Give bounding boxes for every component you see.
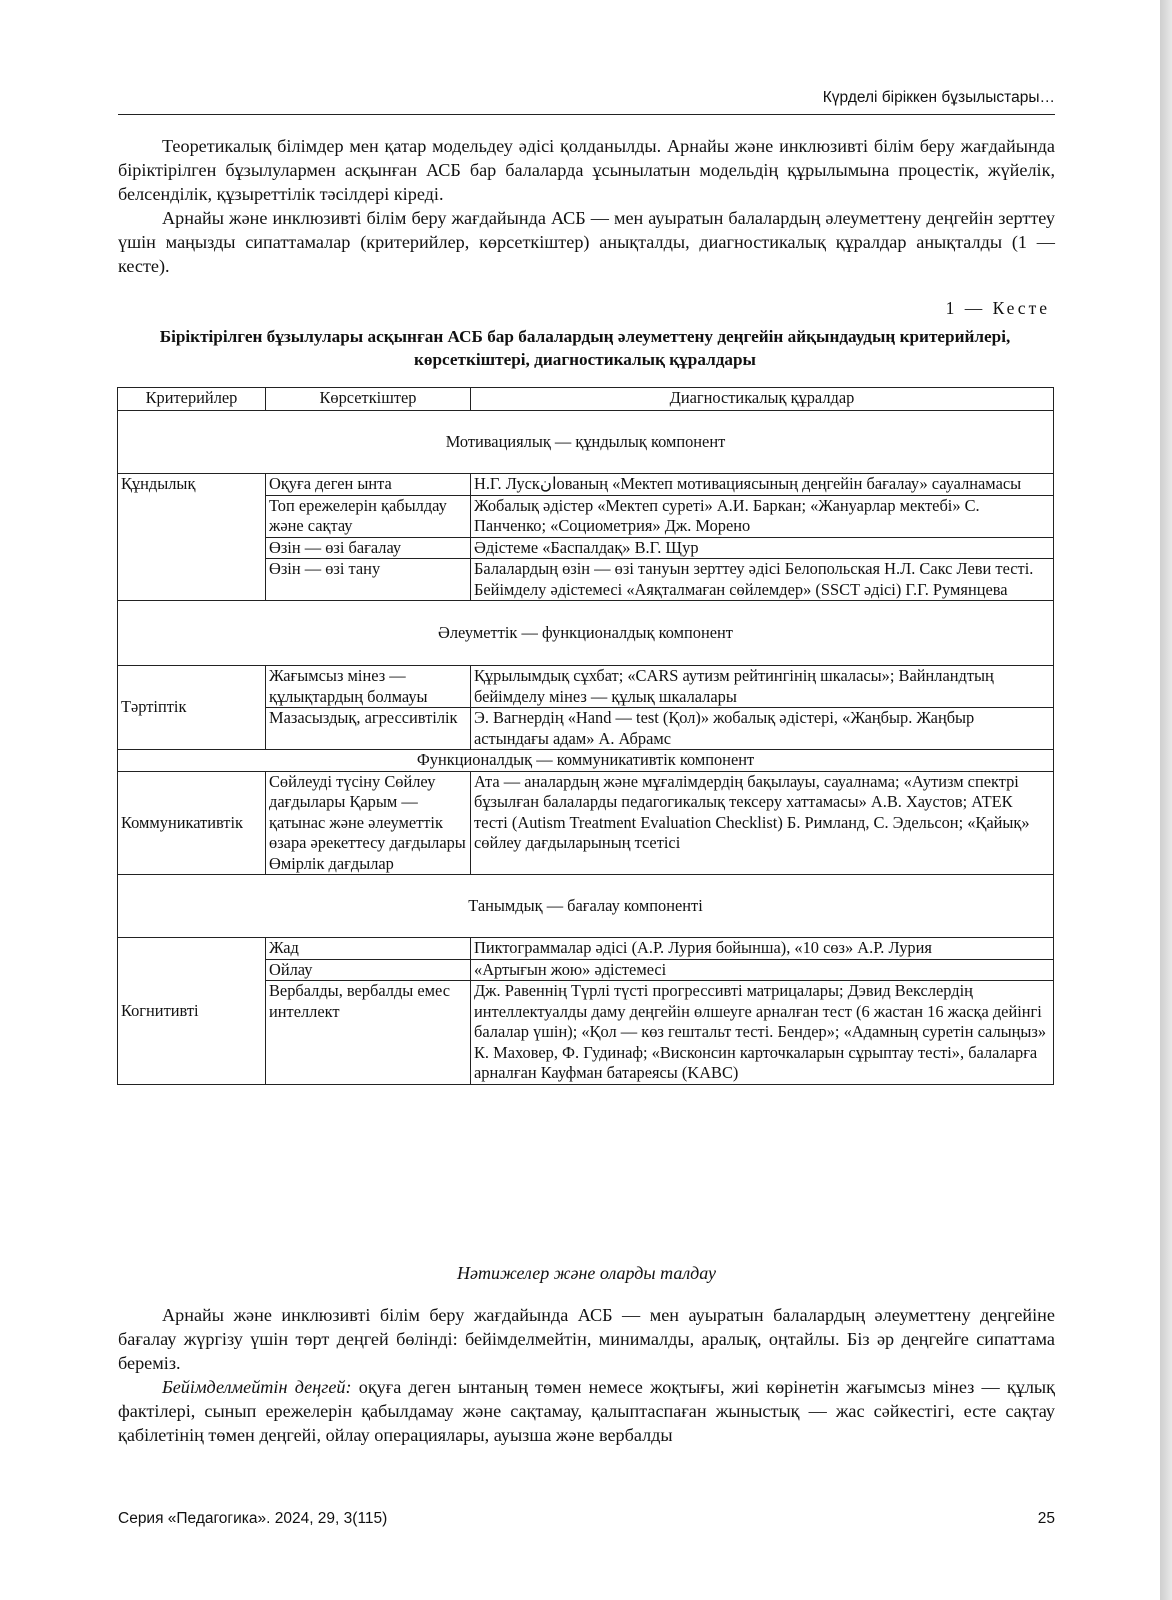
intro-paragraph-1: Теоретикалық білімдер мен қатар модельдеу әдісі қолданылды. Арнайы және инклюзивті білім беру жағдайында біріктірілген бұзылулармен асқынған АСБ бар балаларда ұсынылатын модельдің құрылымына процестік, жүйелік, белсенділік, құзыреттілік тәсілдері кіреді. [118, 136, 1055, 204]
criterion-cell: Коммуникативтік [118, 771, 266, 875]
tools-cell: Ата — аналардың және мұғалімдердің бақылауы, сауалнама; «Аутизм спектрі бұзылған балаларды педагогикалық тексеру хаттамасы» А.В. Хаустов; АТЕК тесті (Autism Treatment Evaluation Checklist) Б. Римланд, С. Эдельсон; «Қайық» сөйлеу дағдыларының тсетісі [471, 771, 1054, 875]
footer-series: Серия «Педагогика». 2024, 29, 3(115) [118, 1510, 388, 1527]
indicator-cell: Мазасыздық, агрессивтілік [266, 708, 471, 750]
header-criteria: Критерийлер [118, 388, 266, 411]
tools-cell: Құрылымдық сұхбат; «CARS аутизм рейтингінің шкаласы»; Вайнландтың бейімделу мінез — құлық шкалалары [471, 666, 1054, 708]
tools-cell: Э. Вагнердің «Hand — test (Қол)» жобалық әдістері, «Жаңбыр. Жаңбыр астындағы адам» А. Абрамс [471, 708, 1054, 750]
indicator-cell: Оқуға деген ынта [266, 474, 471, 496]
table-row [118, 474, 1054, 496]
running-head: Күрделі біріккен бұзылыстары… [118, 89, 1055, 115]
tools-cell: «Артығын жою» әдістемесі [471, 959, 1054, 981]
section-title: Функционалдық — коммуникативтік компонент [118, 750, 1054, 772]
table-row [118, 666, 1054, 708]
level-description: оқуға деген ынтаның төмен немесе жоқтығы, жиі көрінетін жағымсыз мінез — құлық фактілері, сынып ережелерін қабылдамау және сақтамау, қалыптаспаған жыныстық — жас сәйкестігі, есте сақтау қабілетінің төмен деңгейі, ойлау операциялары, ауызша және вербалды [118, 1377, 1055, 1445]
indicator-cell: Өзін — өзі тану [266, 559, 471, 601]
tools-cell: Балалардың өзін — өзі тануын зерттеу әдісі Белопольская Н.Л. Сакс Леви тесті. Бейімделу әдістемесі «Аяқталмаған сөйлемдер» (SSCT әдісі) Г.Г. Румянцева [471, 559, 1054, 601]
table-row [118, 771, 1054, 875]
intro-paragraph-2: Арнайы және инклюзивті білім беру жағдайында АСБ — мен ауыратын балалардың әлеуметтену деңгейін зерттеу үшін маңызды сипаттамалар (критерийлер, көрсеткіштер) анықталды, диагностикалық құралдар анықталды (1 — кесте). [118, 208, 1055, 276]
section-title: Мотивациялық — құндылық компонент [118, 411, 1054, 474]
indicator-cell: Сөйлеуді түсіну Сөйлеу дағдылары Қарым — қатынас және әлеуметтік өзара әрекеттесу дағдылары Өмірлік дағдылар [266, 771, 471, 875]
header-indicators: Көрсеткіштер [266, 388, 471, 411]
criterion-cell: Когнитивті [118, 938, 266, 1085]
header-tools: Диагностикалық құралдар [471, 388, 1054, 411]
section-title: Әлеуметтік — функционалдық компонент [118, 601, 1054, 666]
indicator-cell: Өзін — өзі бағалау [266, 537, 471, 559]
intro-text [118, 134, 1055, 278]
results-paragraph-1: Арнайы және инклюзивті білім беру жағдайында АСБ — мен ауыратын балалардың әлеуметтену деңгейіне бағалау жүргізу үшін төрт деңгей бөлінді: бейімделмейтін, минималды, аралық, оңтайлы. Біз әр деңгейге сипаттама береміз. [118, 1305, 1055, 1373]
table-number: 1 — Кесте [945, 298, 1050, 318]
tools-cell: Н.Г. Лускانованың «Мектеп мотивациясының деңгейін бағалау» сауалнамасы [471, 474, 1054, 496]
indicator-cell: Жад [266, 938, 471, 960]
page-number: 25 [1037, 1510, 1055, 1527]
tools-cell: Дж. Равеннің Түрлі түсті прогрессивті матрицалары; Дэвид Векслердің интеллектуалды даму деңгейін өлшеуге арналған тест (6 жастан 16 жасқа дейінгі балалар үшін); «Қол — көз гештальт тесті. Бендер»; «Адамның суретін салыңыз» К. Маховер, Ф. Гудинаф; «Висконсин карточкаларын сұрыптау тесті», балаларға арналған Кауфман батареясы (KABC) [471, 981, 1054, 1085]
indicator-cell: Ойлау [266, 959, 471, 981]
table-title: Біріктірілген бұзылулары асқынған АСБ бар балалардың әлеуметтену деңгейін айқындаудың критерийлері, көрсеткіштері, диагностикалық құралдары [159, 327, 1011, 369]
criterion-cell: Құндылық [118, 474, 266, 601]
level-term: Бейімделмейтін деңгей: [162, 1377, 352, 1397]
table-row [118, 938, 1054, 960]
indicator-cell: Жағымсыз мінез — құлықтардың болмауы [266, 666, 471, 708]
indicator-cell: Вербалды, вербалды емес интеллект [266, 981, 471, 1085]
table-header-row [118, 388, 1054, 411]
section-title: Танымдық — бағалау компоненті [118, 875, 1054, 938]
tools-cell: Жобалық әдістер «Мектеп суреті» А.И. Баркан; «Жануарлар мектебі» С. Панченко; «Социометрия» Дж. Морено [471, 495, 1054, 537]
criteria-table [117, 387, 1054, 1085]
page-edge-shadow [1160, 0, 1172, 1600]
criterion-cell: Тәртіптік [118, 666, 266, 750]
tools-cell: Әдістеме «Баспалдақ» В.Г. Щур [471, 537, 1054, 559]
results-text [118, 1303, 1055, 1447]
indicator-cell: Топ ережелерін қабылдау және сақтау [266, 495, 471, 537]
results-paragraph-2 [118, 1375, 1055, 1447]
results-heading: Нәтижелер және оларды талдау [456, 1263, 717, 1283]
tools-cell: Пиктограммалар әдісі (А.Р. Лурия бойынша), «10 сөз» А.Р. Лурия [471, 938, 1054, 960]
